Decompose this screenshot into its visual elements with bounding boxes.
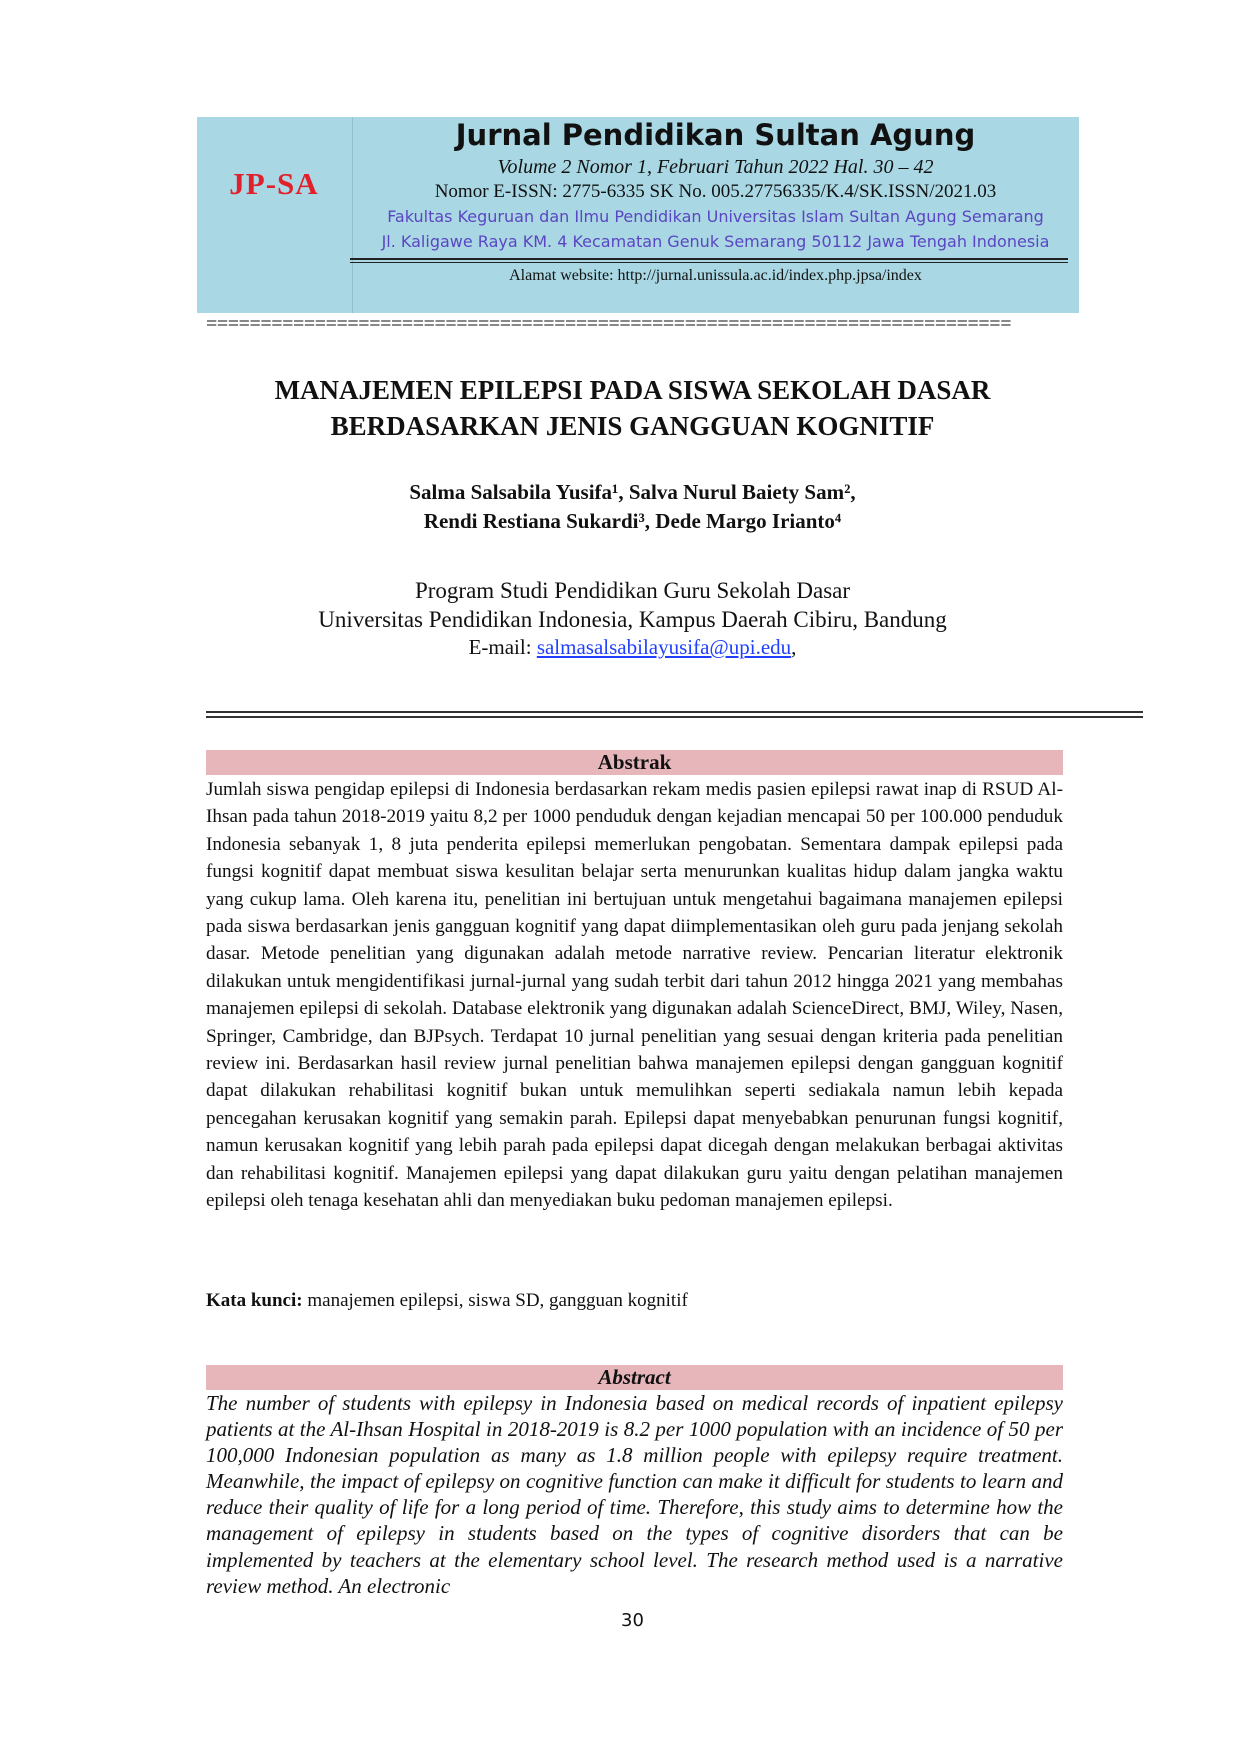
journal-faculty: Fakultas Keguruan dan Ilmu Pendidikan Universitas Islam Sultan Agung Semarang (387, 207, 1044, 226)
separator-line: ========================================================================== (206, 313, 1012, 335)
page-number: 30 (621, 1610, 644, 1631)
journal-issn: Nomor E-ISSN: 2775-6335 SK No. 005.27756335/K.4/SK.ISSN/2021.03 (434, 181, 997, 202)
abstrak-body: Jumlah siswa pengidap epilepsi di Indonesia berdasarkan rekam medis pasien epilepsi rawat inap di RSUD Al-Ihsan pada tahun 2018-2019 yaitu 8,2 per 1000 penduduk dengan kejadian mencapai 50 per 100.000 penduduk Indonesia sebanyak 1, 8 juta penderita epilepsi memerlukan pengobatan. Sementara dampak epilepsi pada fungsi kognitif dapat membuat siswa kesulitan belajar serta menurunkan kualitas hidup dalam jangka waktu yang cukup lama. Oleh karena itu, penelitian ini bertujuan untuk mengetahui bagaimana manajemen epilepsi pada siswa berdasarkan jenis gangguan kognitif yang dapat diimplementasikan oleh guru pada jenjang sekolah dasar. Metode penelitian yang digunakan adalah metode narrative review. Pencarian literatur elektronik dilakukan untuk mengidentifikasi jurnal-jurnal yang sudah terbit dari tahun 2012 hingga 2021 yang membahas manajemen epilepsi di sekolah. Database elektronik yang digunakan adalah ScienceDirect, BMJ, Wiley, Nasen, Springer, Cambridge, dan BJPsych. Terdapat 10 jurnal penelitian yang sesuai dengan kriteria pada penelitian review ini. Berdasarkan hasil review jurnal penelitian bahwa manajemen epilepsi dengan gangguan kognitif dapat dilakukan rehabilitasi kognitif bukan untuk memulihkan seperti sediakala namun lebih kepada pencegahan kerusakan kognitif yang semakin parah. Epilepsi dapat menyebabkan penurunan fungsi kognitif, namun kerusakan kognitif yang lebih parah pada epilepsi dapat dicegah dengan melakukan berbagai aktivitas dan rehabilitasi kognitif. Manajemen epilepsi yang dapat dilakukan guru yaitu dengan pelatihan manajemen epilepsi oleh tenaga kesehatan ahli dan menyediakan buku pedoman manajemen epilepsi. (206, 779, 1063, 1212)
journal-title: Jurnal Pendidikan Sultan Agung (455, 118, 976, 152)
journal-logo: JP-SA (229, 166, 319, 201)
authors-line-1: Salma Salsabila Yusifa¹, Salva Nurul Baiety Sam², (409, 480, 856, 504)
paper-title-line-1: MANAJEMEN EPILEPSI PADA SISWA SEKOLAH DASAR (274, 375, 991, 405)
header-rule (350, 258, 1068, 260)
journal-volume: Volume 2 Nomor 1, Februari Tahun 2022 Hal. 30 – 42 (497, 156, 934, 178)
section-rule (206, 716, 1143, 718)
email-suffix: , (791, 635, 797, 659)
email-line (150, 635, 1115, 660)
paper-title-line-2: BERDASARKAN JENIS GANGGUAN KOGNITIF (330, 411, 935, 441)
keywords-line (206, 1290, 1063, 1312)
abstract-heading: Abstract (206, 1365, 1063, 1390)
header-rule (350, 262, 1068, 263)
email-label: E-mail: (468, 635, 537, 659)
authors-line-2: Rendi Restiana Sukardi³, Dede Margo Irianto⁴ (423, 509, 842, 533)
journal-address: Jl. Kaligawe Raya KM. 4 Kecamatan Genuk Semarang 50112 Jawa Tengah Indonesia (381, 232, 1050, 251)
keywords-label: Kata kunci: (206, 1290, 303, 1311)
journal-website: Alamat website: http://jurnal.unissula.ac.id/index.php.jpsa/index (509, 267, 922, 284)
keywords: manajemen epilepsi, siswa SD, gangguan kognitif (302, 1290, 688, 1311)
email-link[interactable]: salmasalsabilayusifa@upi.edu (536, 635, 792, 659)
section-rule (206, 711, 1143, 713)
affiliation-line-1: Program Studi Pendidikan Guru Sekolah Dasar (414, 578, 851, 603)
abstrak-heading: Abstrak (206, 750, 1063, 775)
affiliation-line-2: Universitas Pendidikan Indonesia, Kampus Daerah Cibiru, Bandung (318, 607, 947, 632)
abstract-body: The number of students with epilepsy in Indonesia based on medical records of inpatient epilepsy patients at the Al-Ihsan Hospital in 2018-2019 is 8.2 per 1000 population with an incidence of 50 per 100,000 Indonesian population as many as 1.8 million people with epilepsy require treatment. Meanwhile, the impact of epilepsy on cognitive function can make it difficult for students to learn and reduce their quality of life for a long period of time. Therefore, this study aims to determine how the management of epilepsy in students based on the types of cognitive disorders that can be implemented by teachers at the elementary school level. The research method used is a narrative review method. An electronic (206, 1391, 1063, 1598)
